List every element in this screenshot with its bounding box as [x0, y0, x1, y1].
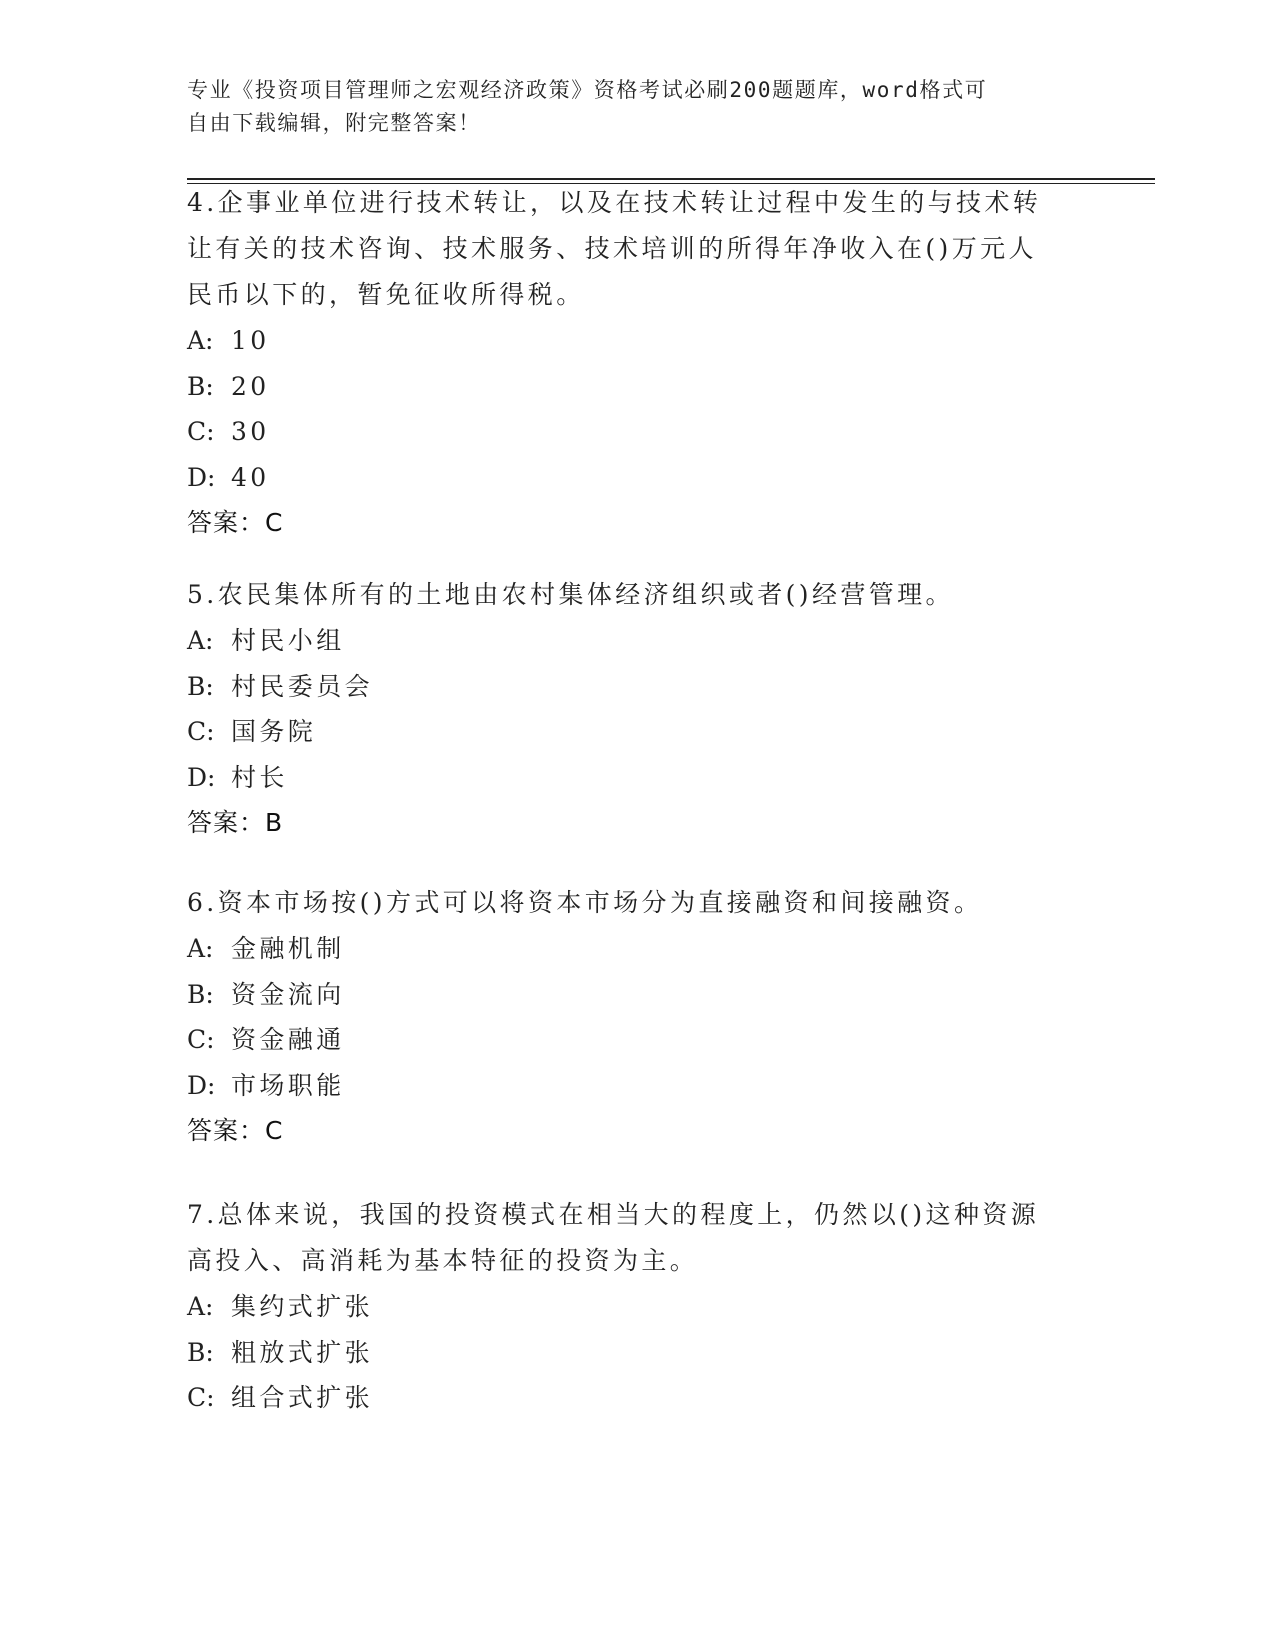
option-text: 村民小组: [231, 626, 345, 655]
option-a: [187, 318, 1067, 364]
question-4: [187, 180, 1067, 546]
option-c: [187, 409, 1067, 455]
option-text: 30: [231, 417, 270, 446]
option-text: 国务院: [231, 717, 317, 746]
option-c: [187, 1375, 1067, 1421]
option-a: [187, 926, 1067, 972]
option-c: [187, 709, 1067, 755]
option-b: [187, 664, 1067, 710]
header-line-1: 专业《投资项目管理师之宏观经济政策》资格考试必刷200题题库，word格式可: [187, 78, 988, 102]
option-letter: A:: [187, 326, 214, 355]
document-header: [187, 74, 1067, 140]
option-letter: D:: [187, 1070, 216, 1100]
question-stem-line: 让有关的技术咨询、技术服务、技术培训的所得年净收入在()万元人: [187, 234, 1037, 263]
option-a: [187, 618, 1067, 664]
option-letter: D:: [187, 762, 216, 792]
option-b: [187, 1330, 1067, 1376]
option-letter: C:: [187, 417, 215, 446]
option-text: 资金流向: [231, 979, 345, 1009]
option-text: 粗放式扩张: [231, 1337, 374, 1367]
option-letter: A:: [187, 1292, 214, 1321]
question-stem-line: 6.资本市场按()方式可以将资本市场分为直接融资和间接融资。: [187, 888, 983, 917]
answer-line: 答案：C: [187, 1116, 284, 1145]
question-6: [187, 880, 1067, 1154]
option-text: 40: [231, 462, 270, 492]
question-7: [187, 1192, 1067, 1421]
header-line-2: 自由下载编辑，附完整答案！: [187, 111, 481, 135]
option-text: 20: [231, 371, 270, 401]
option-letter: C:: [187, 1383, 215, 1412]
option-letter: B:: [187, 371, 214, 401]
option-c: [187, 1017, 1067, 1063]
option-letter: B:: [187, 979, 214, 1009]
option-letter: D:: [187, 462, 216, 492]
option-a: [187, 1284, 1067, 1330]
answer-line: 答案：C: [187, 508, 284, 537]
question-stem-line: 民币以下的，暂免征收所得税。: [187, 280, 585, 309]
option-letter: A:: [187, 626, 214, 655]
option-d: [187, 455, 1067, 501]
question-stem-line: 4.企事业单位进行技术转让，以及在技术转让过程中发生的与技术转: [187, 188, 1042, 217]
option-letter: B:: [187, 671, 214, 701]
option-text: 村长: [231, 762, 288, 792]
option-text: 村民委员会: [231, 671, 374, 701]
question-stem-line: 5.农民集体所有的土地由农村集体经济组织或者()经营管理。: [187, 580, 954, 609]
option-text: 市场职能: [231, 1070, 345, 1100]
option-b: [187, 364, 1067, 410]
option-text: 资金融通: [231, 1025, 345, 1054]
option-letter: B:: [187, 1337, 214, 1367]
option-d: [187, 755, 1067, 801]
question-5: [187, 572, 1067, 846]
question-stem-line: 高投入、高消耗为基本特征的投资为主。: [187, 1246, 699, 1275]
question-stem-line: 7.总体来说，我国的投资模式在相当大的程度上，仍然以()这种资源: [187, 1200, 1040, 1229]
option-letter: C:: [187, 1025, 215, 1054]
option-letter: A:: [187, 934, 214, 963]
option-b: [187, 972, 1067, 1018]
option-letter: C:: [187, 717, 215, 746]
option-text: 金融机制: [231, 934, 345, 963]
answer-line: 答案：B: [187, 808, 284, 837]
option-text: 组合式扩张: [231, 1383, 374, 1412]
option-text: 集约式扩张: [231, 1292, 374, 1321]
option-text: 10: [231, 326, 270, 355]
option-d: [187, 1063, 1067, 1109]
